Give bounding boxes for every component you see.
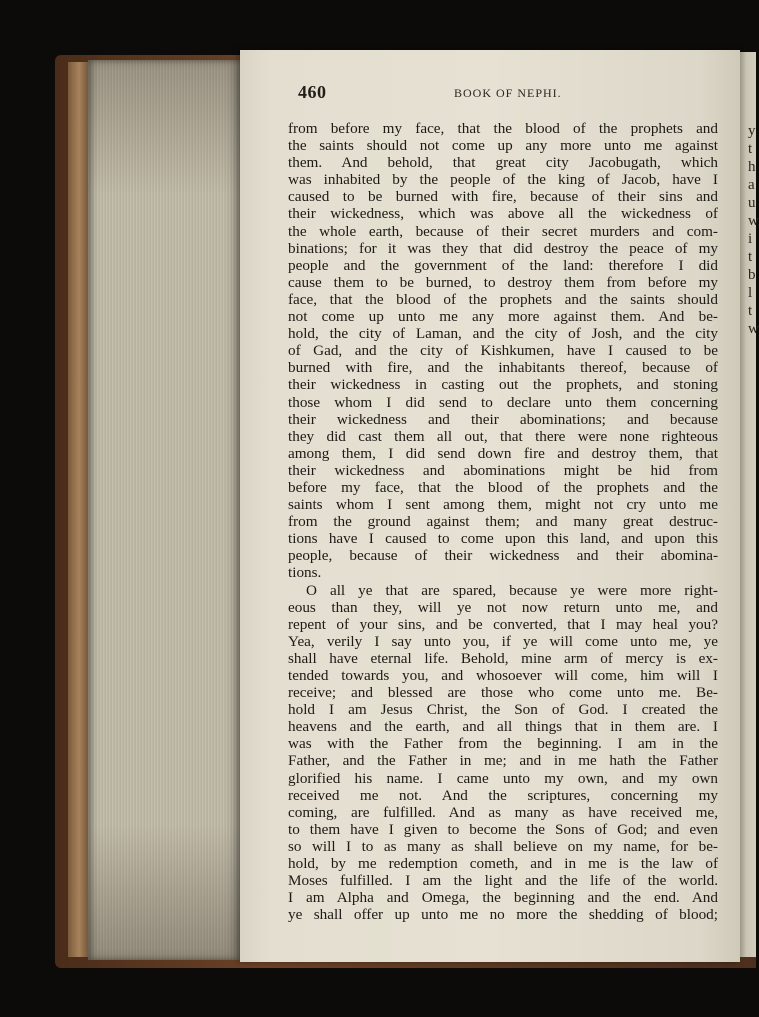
text-line: was inhabited by the people of the king of Jacob, have I: [288, 171, 718, 189]
page-block-edge: [68, 62, 90, 957]
body-text: [288, 120, 718, 923]
text-line: hold, by me redemption cometh, and in me is the law of: [288, 855, 718, 873]
facing-page-letter: l: [748, 285, 753, 301]
text-line: coming, are fulfilled. And as many as have received me,: [288, 803, 718, 821]
text-line: their wickedness and their abominations; and because: [288, 410, 718, 428]
facing-page-letter: y: [748, 123, 756, 139]
page-header: [298, 82, 712, 106]
text-line: them. And behold, that great city Jacobugath, which: [288, 154, 718, 172]
text-line: repent of your sins, and be converted, that I may heal you?: [288, 615, 718, 633]
text-line: hold, the city of Laman, and the city of Josh, and the city: [288, 325, 718, 343]
text-line: the saints should not come up any more unto me against: [288, 137, 718, 155]
text-line: glorified his name. I came unto my own, and my own: [288, 769, 718, 787]
text-line: from before my face, that the blood of the prophets and: [288, 120, 718, 137]
facing-page-letter: t: [748, 141, 753, 157]
text-line: tions.: [288, 564, 322, 582]
facing-page-letter: t: [748, 249, 753, 265]
text-line: heavens and the earth, and all things that in them are. I: [288, 718, 718, 736]
text-line: tions have I caused to come upon this land, and upon this: [288, 530, 718, 548]
text-line: hold I am Jesus Christ, the Son of God. I created the: [288, 701, 718, 719]
facing-page-letter: b: [748, 267, 756, 283]
text-line: the whole earth, because of their secret murders and com-: [288, 222, 718, 240]
text-line: shall have eternal life. Behold, mine arm of mercy is ex-: [288, 649, 718, 667]
text-line: people, because of their wickedness and their abomina-: [288, 547, 718, 565]
text-line: burned with fire, and the inhabitants thereof, because of: [288, 359, 718, 377]
facing-page-letter: u: [748, 195, 756, 211]
paragraph: [288, 120, 718, 582]
page-number: 460: [298, 82, 327, 102]
text-line: their wickedness in casting out the prophets, and stoning: [288, 376, 718, 394]
text-line: their wickedness and abominations might be hid from: [288, 461, 718, 479]
stacked-pages-shadow: [88, 60, 240, 960]
facing-page-edge: [740, 52, 759, 957]
facing-page-letter: w: [748, 321, 759, 337]
text-line: Yea, verily I say unto you, if ye will come unto me, ye: [288, 632, 718, 650]
text-line: from the ground against them; and many great destruc-: [288, 513, 718, 531]
text-line: ye shall offer up unto me no more the shedding of blood;: [288, 906, 718, 924]
text-line: their wickedness, which was above all the wickedness of: [288, 205, 718, 223]
text-line: eous than they, will ye not now return unto me, and: [288, 598, 718, 616]
text-line: they did cast them all out, that there were none righteous: [288, 427, 718, 445]
text-line: was with the Father from the beginning. I am in the: [288, 735, 718, 753]
running-head: BOOK OF NEPHI.: [454, 86, 562, 100]
text-line: cause them to be burned, to destroy them from before my: [288, 273, 718, 291]
text-line: those whom I did send to declare unto them concerning: [288, 393, 718, 411]
text-line: receive; and blessed are those who come unto me. Be-: [288, 684, 718, 702]
text-line: not come up unto me any more against them. And be-: [288, 308, 718, 326]
facing-page-text: [748, 122, 758, 338]
paragraph: [288, 582, 718, 924]
text-line: face, that the blood of the prophets and the saints should: [288, 290, 718, 308]
text-line: Moses fulfilled. I am the light and the life of the world.: [288, 872, 718, 890]
text-line: of Gad, and the city of Kishkumen, have I caused to be: [288, 342, 718, 360]
text-line: to them have I given to become the Sons of God; and even: [288, 820, 718, 838]
text-line: saints whom I sent among them, might not cry unto me: [288, 496, 718, 514]
facing-page-letter: w: [748, 213, 759, 229]
text-line: Father, and the Father in me; and in me hath the Father: [288, 752, 718, 770]
text-line: I am Alpha and Omega, the beginning and the end. And: [288, 889, 718, 907]
facing-page-letter: h: [748, 159, 756, 175]
text-line: before my face, that the blood of the prophets and the: [288, 478, 718, 496]
facing-page-letter: a: [748, 177, 755, 193]
text-line: O all ye that are spared, because ye were more right-: [306, 581, 718, 599]
text-line: people and the government of the land: therefore I did: [288, 256, 718, 274]
text-line: caused to be burned with fire, because of their sins and: [288, 188, 718, 206]
text-line: tended towards you, and whosoever will come, him will I: [288, 667, 718, 684]
text-line: so will I to as many as shall believe on my name, for be-: [288, 837, 718, 855]
facing-page-letter: i: [748, 231, 753, 247]
text-line: binations; for it was they that did destroy the peace of my: [288, 239, 718, 257]
text-line: received me not. And the scriptures, concerning my: [288, 786, 718, 804]
text-line: among them, I did send down fire and destroy them, that: [288, 444, 718, 462]
facing-page-letter: t: [748, 303, 753, 319]
